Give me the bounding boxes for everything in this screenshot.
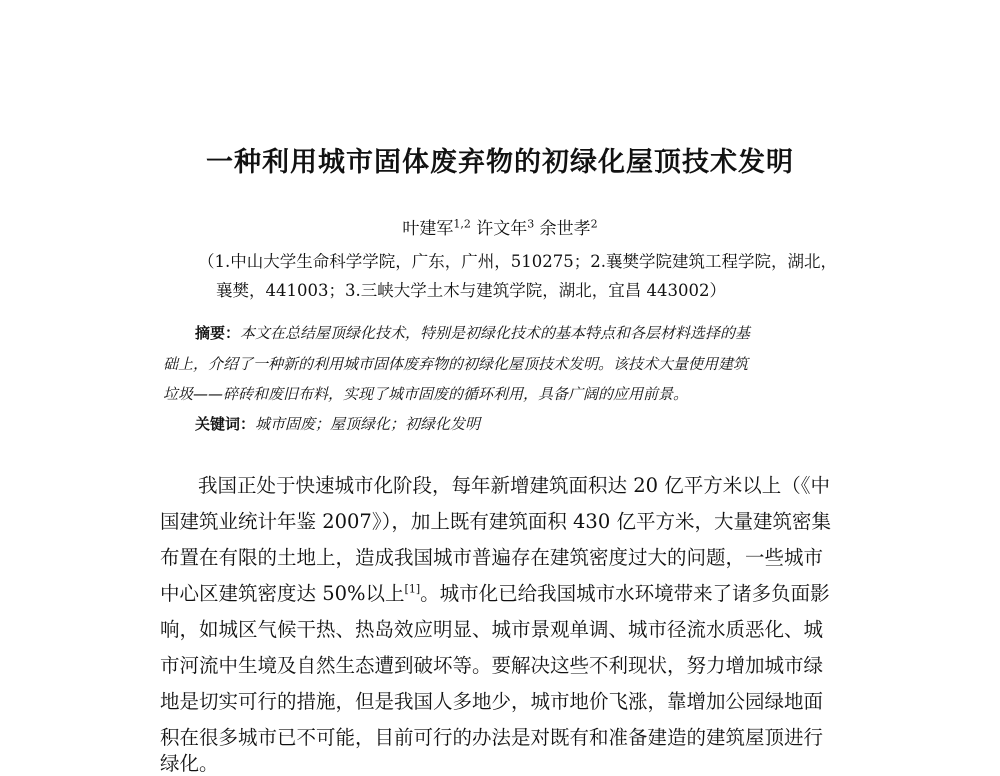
author-name: 叶建军: [402, 219, 454, 239]
abstract-text: 本文在总结屋顶绿化技术，特别是初绿化技术的基本特点和各层材料选择的基: [240, 324, 751, 342]
affiliation-line: 襄樊，441003；3.三峡大学土木与建筑学院，湖北，宜昌 443002）: [216, 281, 726, 300]
abstract-line: 础上，介绍了一种新的利用城市固体废弃物的初绿化屋顶技术发明。该技术大量使用建筑: [163, 355, 749, 373]
keywords-text: 城市固废；屋顶绿化；初绿化发明: [255, 415, 481, 433]
keywords-label: 关键词：: [195, 415, 256, 433]
body-text: 。城市化已给我国城市水环境带来了诸多负面影: [420, 582, 830, 605]
body-line: 我国正处于快速城市化阶段，每年新增建筑面积达 20 亿平方米以上（《中: [198, 474, 830, 497]
body-line: 国建筑业统计年鉴 2007》），加上既有建筑面积 430 亿平方米，大量建筑密集: [160, 510, 831, 533]
author-affiliation-mark: 2: [590, 217, 598, 231]
author-name: 余世孝: [539, 219, 591, 239]
abstract-line: [195, 322, 895, 343]
body-line: 布置在有限的土地上，造成我国城市普遍存在建筑密度过大的问题，一些城市: [160, 546, 824, 569]
author-affiliation-mark: 1,2: [453, 217, 471, 231]
author-line: [0, 214, 1000, 239]
citation-mark: [1]: [404, 582, 421, 596]
author-name: 许文年: [476, 219, 528, 239]
body-line: [160, 578, 830, 606]
paper-title: 一种利用城市固体废弃物的初绿化屋顶技术发明: [206, 147, 794, 178]
body-line: 市河流中生境及自然生态遭到破坏等。要解决这些不利现状，努力增加城市绿: [160, 654, 824, 677]
abstract-label: 摘要：: [195, 324, 241, 342]
body-line: 积在很多城市已不可能，目前可行的办法是对既有和准备建造的建筑屋顶进行: [160, 726, 824, 749]
keywords-line: [195, 413, 895, 434]
body-line: 地是切实可行的措施，但是我国人多地少，城市地价飞涨，靠增加公园绿地面: [160, 690, 824, 713]
body-text: 中心区建筑密度达 50%以上: [160, 582, 405, 605]
body-line: 响，如城区气候干热、热岛效应明显、城市景观单调、城市径流水质恶化、城: [160, 618, 824, 641]
author-affiliation-mark: 3: [527, 217, 535, 231]
body-line: 绿化。: [160, 752, 219, 775]
abstract-line: 垃圾——碎砖和废旧布料，实现了城市固废的循环利用，具备广阔的应用前景。: [163, 385, 689, 403]
affiliation-line: （1.中山大学生命科学学院，广东，广州，510275；2.襄樊学院建筑工程学院，湖北，: [198, 252, 837, 271]
